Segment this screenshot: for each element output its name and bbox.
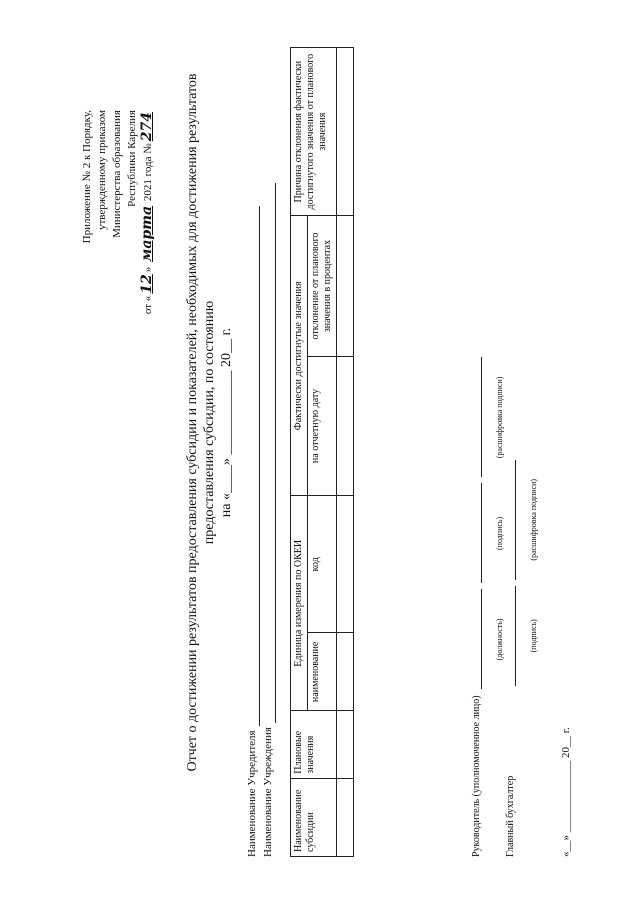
table-cell[interactable] bbox=[337, 778, 354, 856]
head-label: Руководитель (уполномоченное лицо) bbox=[471, 695, 482, 857]
report-table bbox=[290, 47, 354, 857]
header-actual-deviation: отклонение от планового значения в процентах bbox=[308, 216, 337, 356]
appendix-line: Республики Карелия bbox=[126, 110, 138, 207]
head-decode-line[interactable] bbox=[481, 357, 504, 477]
institution-input-line[interactable] bbox=[265, 183, 276, 723]
institution-label: Наименование Учреждения bbox=[262, 727, 274, 857]
signature-block bbox=[448, 157, 538, 857]
founder-row bbox=[244, 183, 260, 857]
head-signature-line[interactable] bbox=[481, 483, 504, 583]
table-row bbox=[337, 48, 354, 857]
founder-label: Наименование Учредителя bbox=[246, 730, 258, 857]
signing-date: «__» _____________ 20__ г. bbox=[560, 727, 572, 857]
appendix-date-suffix: 2021 года № bbox=[142, 143, 154, 202]
title-line: Отчет о достижении результатов предоставления субсидии и показателей, необходимых для достижения результатов bbox=[185, 73, 200, 772]
appendix-date-line bbox=[140, 110, 156, 370]
founder-input-line[interactable] bbox=[249, 206, 260, 726]
table-cell[interactable] bbox=[337, 633, 354, 711]
appendix-date-prefix: от « bbox=[142, 295, 154, 315]
appendix-line: Приложение № 2 к Порядку, bbox=[81, 110, 93, 244]
handwritten-day: 12 bbox=[139, 274, 155, 294]
title-date-line: на «____» ____________ 20__ г. bbox=[219, 327, 234, 518]
header-unit-name: наименование bbox=[308, 633, 337, 711]
decode-caption: (расшифровка подписи) bbox=[529, 478, 538, 561]
signature-caption: (подпись) bbox=[529, 619, 538, 653]
table-cell[interactable] bbox=[337, 48, 354, 216]
report-title bbox=[184, 0, 235, 845]
appendix-line: утвержденному приказом bbox=[96, 110, 108, 231]
table-cell[interactable] bbox=[337, 356, 354, 496]
header-unit: Единица измерения по ОКЕИ bbox=[291, 496, 308, 711]
table-cell[interactable] bbox=[337, 496, 354, 633]
decode-caption: (расшифровка подписи) bbox=[495, 376, 504, 459]
table-cell[interactable] bbox=[337, 216, 354, 356]
header-actual: Фактически достигнутые значения bbox=[291, 216, 308, 496]
accountant-decode-line[interactable] bbox=[515, 460, 538, 580]
header-subsidy: Наименование субсидии bbox=[291, 778, 337, 856]
title-line: предоставления субсидии, по состоянию bbox=[202, 300, 217, 545]
header-planned: Плановые значения bbox=[291, 711, 337, 778]
accountant-signature-line[interactable] bbox=[515, 586, 538, 686]
appendix-line: Министерства образования bbox=[111, 110, 123, 238]
handwritten-number: 274 bbox=[139, 112, 155, 142]
header-reason: Причина отклонения фактически достигнутого значения от планового значения bbox=[291, 48, 337, 216]
position-caption: (должность) bbox=[495, 618, 504, 661]
position-line[interactable] bbox=[481, 589, 504, 689]
appendix-date-mid: » bbox=[142, 266, 154, 273]
table-cell[interactable] bbox=[337, 711, 354, 778]
header-actual-date: на отчетную дату bbox=[308, 356, 337, 496]
head-signature-row bbox=[448, 157, 504, 857]
accountant-label: Главный бухгалтер bbox=[505, 775, 516, 857]
header-unit-code: код bbox=[308, 496, 337, 633]
appendix-note bbox=[80, 110, 156, 370]
signature-caption: (подпись) bbox=[495, 516, 504, 550]
institution-row bbox=[260, 183, 276, 857]
handwritten-month: марта bbox=[139, 205, 155, 262]
organization-fields bbox=[244, 183, 276, 857]
